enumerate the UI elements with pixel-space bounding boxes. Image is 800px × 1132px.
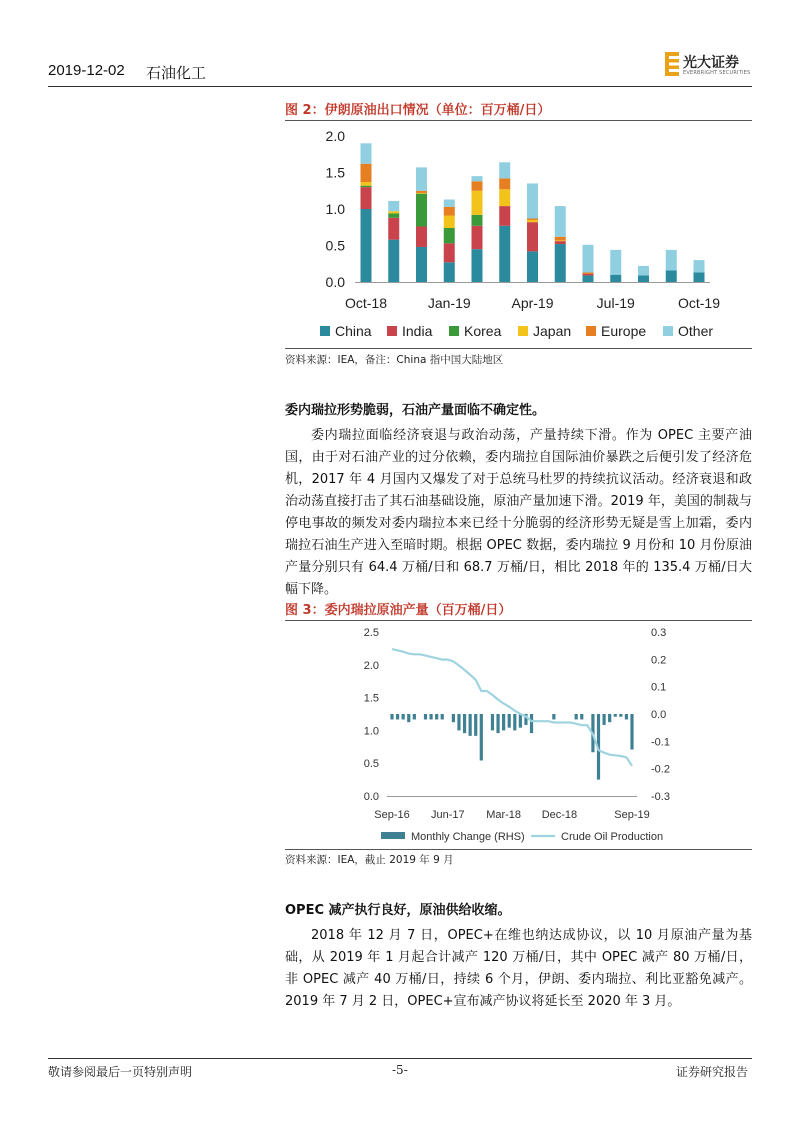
monthly-change-bar (407, 714, 410, 722)
monthly-change-bar (502, 714, 505, 730)
bar-segment-other (555, 206, 566, 237)
bar-segment-europe (583, 273, 594, 274)
x-tick-label: Apr-19 (511, 295, 554, 311)
bar-segment-china (388, 240, 399, 282)
right-y-tick-label: -0.2 (651, 763, 670, 776)
section1-paragraph: 委内瑞拉面临经济衰退与政治动荡，产量持续下滑。作为 OPEC 主要产油国，由于对石油产业的过分依赖，委内瑞拉自国际油价暴跌之后便引发了经济危机，2017 年 4 月国内又爆发了对于总统马杜罗的持续抗议活动。经济衰退和政治动荡直接打击了其石油基础设施，原油产量加速下滑。2019 年，美国的制裁与停电事故的频发对委内瑞拉本来已经十分脆弱的经济形势无疑是雪上加霜，委内瑞拉石油生产进入至暗时期。根据 OPEC 数据，委内瑞拉 9 月份和 10 月份原油产量分别只有 64.4 万桶/日和 68.7 万桶/日，相比 2018 年的 135.4 万桶/日大幅下降。 (285, 428, 752, 597)
left-y-tick-label: 0.0 (363, 791, 379, 803)
bar-segment-other (416, 167, 427, 190)
legend-swatch-bar (381, 832, 405, 839)
x-tick-label: Jul-19 (596, 295, 635, 311)
right-y-tick-label: 0.0 (651, 709, 667, 721)
report-date: 2019-12-02 (48, 62, 125, 79)
legend-swatch (586, 326, 596, 336)
x-tick-label: Jun-17 (430, 809, 465, 821)
section1-heading: 委内瑞拉形势脆弱，石油产量面临不确定性。 (285, 403, 546, 418)
x-tick-label: Jan-19 (427, 295, 471, 311)
bar-segment-china (527, 251, 538, 282)
monthly-change-bar (508, 714, 511, 728)
y-tick-label: 1.5 (325, 164, 345, 181)
left-y-tick-label: 1.0 (363, 725, 379, 738)
bar-segment-japan (361, 182, 372, 186)
monthly-change-bar (491, 714, 494, 730)
right-y-tick-label: -0.3 (651, 791, 670, 803)
bar-segment-india (444, 243, 455, 262)
monthly-change-bar (402, 714, 405, 719)
left-y-tick-label: 0.5 (363, 758, 379, 771)
section2-paragraph: 2018 年 12 月 7 日，OPEC+在维也纳达成协议，以 10 月原油产量为基础，从 2019 年 1 月起合计减产 120 万桶/日，其中 OPEC 减产 80 万桶/日，非 OPEC 减产 40 万桶/日，持续 6 个月，伊朗、委内瑞拉、利比亚豁免减产。2019 年 7 月 2 日，OPEC+宣布减产协议将延长至 2020 年 3 月。 (285, 928, 752, 1009)
report-sector: 石油化工 (146, 64, 207, 82)
bar-segment-india (416, 227, 427, 247)
left-y-tick-label: 1.5 (363, 692, 379, 705)
legend-swatch (663, 326, 673, 336)
bar-segment-japan (555, 240, 566, 241)
bar-segment-india (555, 241, 566, 244)
bar-segment-other (472, 176, 483, 181)
bar-segment-other (527, 183, 538, 218)
legend-label: Other (678, 323, 714, 339)
x-tick-label: Sep-16 (374, 809, 410, 821)
x-tick-label: Oct-19 (677, 295, 721, 311)
header-divider (48, 86, 752, 87)
monthly-change-bar (513, 714, 516, 730)
bar-segment-india (583, 274, 594, 275)
monthly-change-bar (396, 714, 399, 719)
monthly-change-bar (530, 714, 533, 733)
figure3-source: 资料来源：IEA，截止 2019 年 9 月 (285, 854, 454, 866)
iran-exports-chart (285, 121, 752, 348)
monthly-change-bar (424, 714, 427, 719)
y-tick-label: 0.0 (325, 274, 345, 290)
footer-divider (48, 1058, 752, 1059)
legend-label: Crude Oil Production (561, 831, 664, 843)
bar-segment-europe (361, 164, 372, 182)
figure3-chart-frame (285, 620, 752, 850)
right-y-tick-label: -0.1 (651, 736, 670, 749)
left-y-tick-label: 2.5 (363, 627, 379, 639)
bar-segment-india (472, 226, 483, 249)
legend-label: Japan (533, 323, 572, 339)
y-tick-label: 0.5 (325, 237, 345, 254)
monthly-change-bar (457, 714, 460, 730)
y-tick-label: 2.0 (325, 128, 345, 144)
monthly-change-bar (519, 714, 522, 728)
bar-segment-china (583, 275, 594, 282)
monthly-change-bar (463, 714, 466, 733)
bar-segment-europe (499, 178, 510, 189)
bar-segment-korea (416, 194, 427, 227)
right-y-tick-label: 0.2 (651, 654, 667, 667)
footer-disclaimer: 敬请参阅最后一页特别声明 (48, 1065, 193, 1079)
monthly-change-bar (474, 714, 477, 736)
monthly-change-bar (429, 714, 432, 719)
bar-segment-china (444, 262, 455, 282)
bar-segment-india (499, 206, 510, 226)
monthly-change-bar (469, 714, 472, 736)
bar-segment-china (694, 273, 705, 282)
x-tick-label: Oct-18 (344, 295, 388, 311)
bar-segment-china (499, 226, 510, 282)
bar-segment-china (638, 275, 649, 282)
bar-segment-india (388, 218, 399, 240)
legend-swatch (387, 326, 397, 336)
figure3-title: 图 3：委内瑞拉原油产量（百万桶/日） (285, 603, 512, 618)
bar-segment-europe (444, 207, 455, 216)
y-tick-label: 1.0 (325, 201, 345, 217)
logo-subtitle: EVERBRIGHT SECURITIES (683, 70, 751, 76)
bar-segment-europe (555, 237, 566, 241)
legend-label: India (402, 323, 433, 339)
bar-segment-china (361, 209, 372, 282)
bar-segment-other (499, 162, 510, 178)
monthly-change-bar (625, 714, 628, 719)
everbright-logo (665, 50, 751, 80)
bar-segment-china (555, 244, 566, 282)
bar-segment-other (388, 201, 399, 211)
monthly-change-bar (452, 714, 455, 722)
monthly-change-bar (480, 714, 483, 760)
bar-segment-india (361, 187, 372, 209)
right-y-tick-label: 0.1 (651, 681, 667, 694)
legend-swatch (449, 326, 459, 336)
monthly-change-bar (619, 714, 622, 717)
monthly-change-bar (413, 714, 416, 719)
monthly-change-bar (614, 714, 617, 717)
figure2-source: 资料来源：IEA，备注：China 指中国大陆地区 (285, 354, 504, 366)
bar-segment-china (666, 270, 677, 282)
left-y-tick-label: 2.0 (363, 659, 379, 672)
everbright-logo-icon (665, 52, 679, 76)
page-number: -5- (392, 1063, 408, 1077)
section2-heading: OPEC 减产执行良好，原油供给收缩。 (285, 903, 511, 918)
bar-segment-japan (388, 211, 399, 213)
bar-segment-india (527, 222, 538, 251)
monthly-change-bar (552, 714, 555, 719)
bar-segment-japan (472, 191, 483, 215)
monthly-change-bar (496, 714, 499, 733)
bar-segment-europe (527, 218, 538, 219)
legend-swatch (518, 326, 528, 336)
figure2-chart-frame (285, 120, 752, 349)
right-y-tick-label: 0.3 (651, 627, 667, 639)
legend-label: China (335, 323, 372, 339)
bar-segment-japan (416, 193, 427, 194)
bar-segment-europe (472, 181, 483, 190)
footer-report-type: 证券研究报告 (676, 1065, 749, 1079)
legend-label: Europe (601, 323, 647, 339)
monthly-change-bar (441, 714, 444, 719)
bar-segment-china (472, 249, 483, 282)
x-tick-label: Mar-18 (486, 809, 522, 821)
bar-segment-korea (361, 186, 372, 187)
monthly-change-bar (580, 714, 583, 719)
bar-segment-other (638, 266, 649, 275)
monthly-change-bar (575, 714, 578, 719)
bar-segment-japan (499, 189, 510, 206)
bar-segment-japan (444, 216, 455, 228)
bar-segment-other (610, 250, 621, 275)
legend-swatch (320, 326, 330, 336)
bar-segment-other (583, 245, 594, 273)
monthly-change-bar (602, 714, 605, 725)
bar-segment-other (666, 250, 677, 270)
bar-segment-china (610, 275, 621, 282)
bar-segment-korea (388, 213, 399, 217)
monthly-change-bar (390, 714, 393, 719)
figure2-title: 图 2：伊朗原油出口情况（单位：百万桶/日） (285, 103, 551, 118)
monthly-change-bar (608, 714, 611, 722)
bar-segment-korea (472, 215, 483, 226)
legend-label: Monthly Change (RHS) (411, 831, 525, 843)
bar-segment-europe (416, 191, 427, 193)
x-tick-label: Dec-18 (541, 809, 578, 821)
monthly-change-bar (435, 714, 438, 719)
bar-segment-korea (444, 228, 455, 243)
x-tick-label: Sep-19 (614, 809, 650, 821)
monthly-change-bar (630, 714, 633, 750)
bar-segment-other (361, 143, 372, 163)
logo-name: 光大证券 (683, 55, 739, 71)
bar-segment-other (694, 260, 705, 272)
bar-segment-other (444, 200, 455, 207)
bar-segment-japan (527, 220, 538, 222)
production-line (392, 649, 632, 766)
legend-label: Korea (464, 323, 502, 339)
venezuela-production-chart (285, 621, 752, 849)
bar-segment-china (416, 247, 427, 282)
